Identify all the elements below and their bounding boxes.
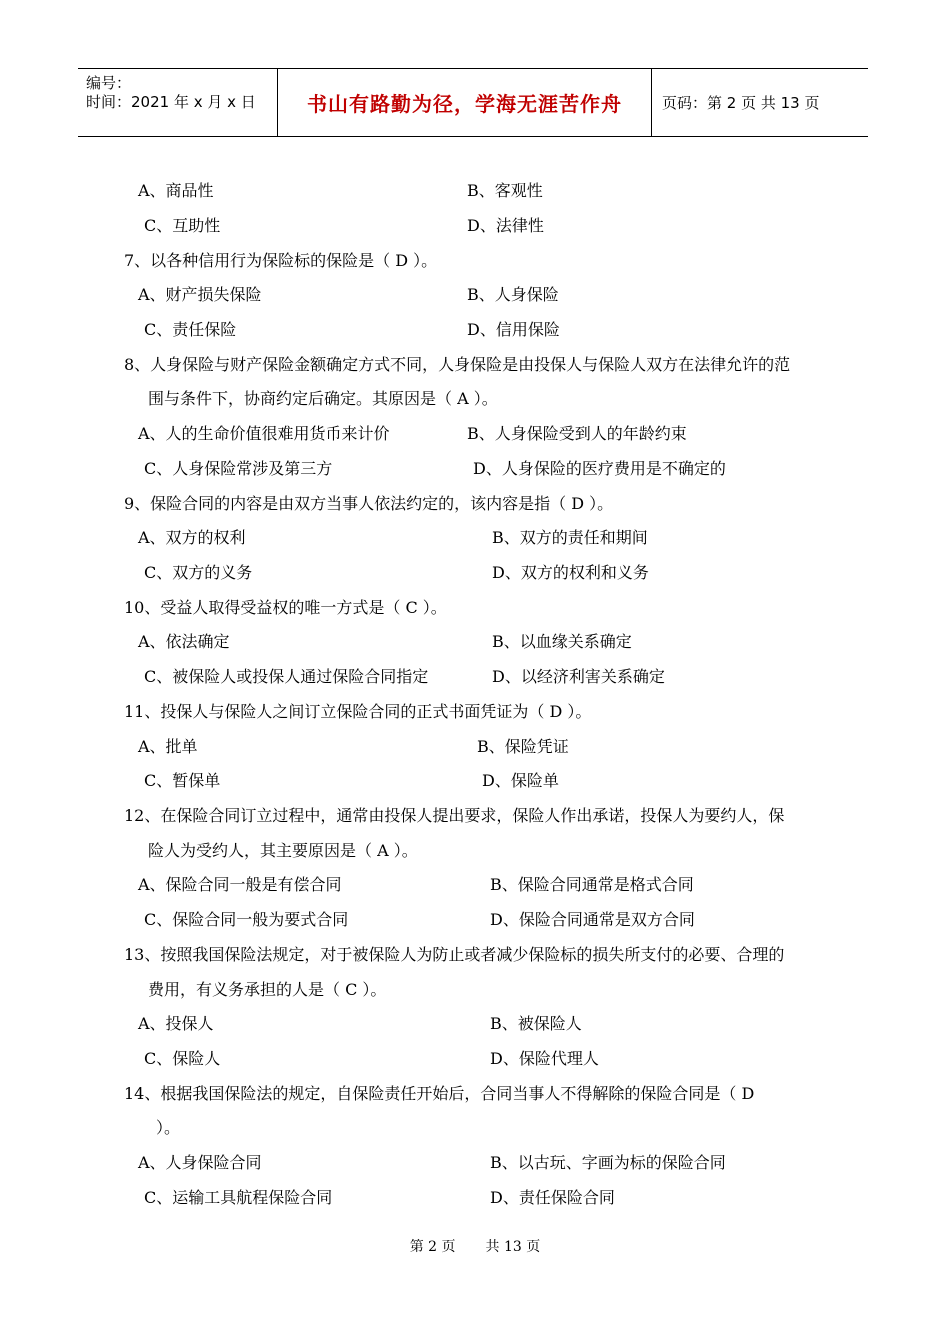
q6-option-d: D、法律性 (467, 216, 544, 235)
q9-stem: 9、保险合同的内容是由双方当事人依法约定的，该内容是指（ D ）。 (124, 494, 614, 513)
q12-option-a: A、保险合同一般是有偿合同 (138, 875, 342, 894)
q11-option-a: A、批单 (138, 737, 198, 756)
q13-option-c: C、保险人 (144, 1049, 221, 1068)
number-label: 编号： (86, 74, 132, 92)
q13-option-d: D、保险代理人 (490, 1049, 599, 1068)
page-code: 页码：第 2 页 共 13 页 (662, 94, 820, 112)
q8-option-d: D、人身保险的医疗费用是不确定的 (473, 459, 726, 478)
q11-option-c: C、暂保单 (144, 771, 221, 790)
footer-total: 共 13 页 (485, 1239, 541, 1255)
header-page-cell (652, 69, 868, 136)
q6-option-a: A、商品性 (138, 181, 214, 200)
q14-stem-line1: 14、根据我国保险法的规定，自保险责任开始后，合同当事人不得解除的保险合同是（ D (124, 1084, 755, 1103)
q9-option-a: A、双方的权利 (138, 528, 246, 547)
footer-page: 第 2 页 (409, 1239, 456, 1255)
q12-stem-line2: 险人为受约人，其主要原因是（ A ）。 (148, 841, 418, 860)
q9-option-d: D、双方的权利和义务 (492, 563, 649, 582)
q11-option-b: B、保险凭证 (477, 737, 569, 756)
q8-stem-line1: 8、人身保险与财产保险金额确定方式不同，人身保险是由投保人与保险人双方在法律允许的范 (124, 355, 791, 374)
q12-option-b: B、保险合同通常是格式合同 (490, 875, 694, 894)
time-label: 时间：2021 年 x 月 x 日 (86, 93, 256, 111)
q11-option-d: D、保险单 (482, 771, 559, 790)
page-footer (0, 1236, 950, 1256)
q10-stem: 10、受益人取得受益权的唯一方式是（ C ）。 (124, 598, 447, 617)
q7-option-a: A、财产损失保险 (138, 285, 262, 304)
q12-option-d: D、保险合同通常是双方合同 (490, 910, 695, 929)
q10-option-c: C、被保险人或投保人通过保险合同指定 (144, 667, 429, 686)
q12-stem-line1: 12、在保险合同订立过程中，通常由投保人提出要求，保险人作出承诺，投保人为要约人，保 (124, 806, 785, 825)
q7-option-b: B、人身保险 (467, 285, 559, 304)
q8-option-a: A、人的生命价值很难用货币来计价 (138, 424, 390, 443)
q11-stem: 11、投保人与保险人之间订立保险合同的正式书面凭证为（ D ）。 (124, 702, 592, 721)
header-meta (78, 69, 278, 136)
q14-option-a: A、人身保险合同 (138, 1153, 262, 1172)
q12-option-c: C、保险合同一般为要式合同 (144, 910, 349, 929)
q10-option-a: A、依法确定 (138, 632, 230, 651)
q8-option-c: C、人身保险常涉及第三方 (144, 459, 333, 478)
header-motto-cell (278, 69, 652, 136)
q13-option-a: A、投保人 (138, 1014, 214, 1033)
q10-option-b: B、以血缘关系确定 (492, 632, 632, 651)
q6-option-c: C、互助性 (144, 216, 221, 235)
q6-option-b: B、客观性 (467, 181, 543, 200)
q7-option-d: D、信用保险 (467, 320, 560, 339)
q14-option-c: C、运输工具航程保险合同 (144, 1188, 333, 1207)
q13-stem-line1: 13、按照我国保险法规定，对于被保险人为防止或者减少保险标的损失所支付的必要、合理的 (124, 945, 785, 964)
q13-option-b: B、被保险人 (490, 1014, 582, 1033)
q14-option-b: B、以古玩、字画为标的保险合同 (490, 1153, 726, 1172)
q7-option-c: C、责任保险 (144, 320, 237, 339)
motto: 书山有路勤为径，学海无涯苦作舟 (307, 92, 622, 116)
q14-option-d: D、责任保险合同 (490, 1188, 615, 1207)
q13-stem-line2: 费用，有义务承担的人是（ C ）。 (148, 980, 387, 999)
q7-stem: 7、以各种信用行为保险标的保险是（ D ）。 (124, 251, 438, 270)
q14-stem-line2: ）。 (156, 1118, 181, 1137)
q8-option-b: B、人身保险受到人的年龄约束 (467, 424, 687, 443)
document-header (78, 68, 868, 137)
q9-option-b: B、双方的责任和期间 (492, 528, 648, 547)
q10-option-d: D、以经济利害关系确定 (492, 667, 665, 686)
q9-option-c: C、双方的义务 (144, 563, 253, 582)
q8-stem-line2: 围与条件下，协商约定后确定。其原因是（ A ）。 (148, 389, 498, 408)
